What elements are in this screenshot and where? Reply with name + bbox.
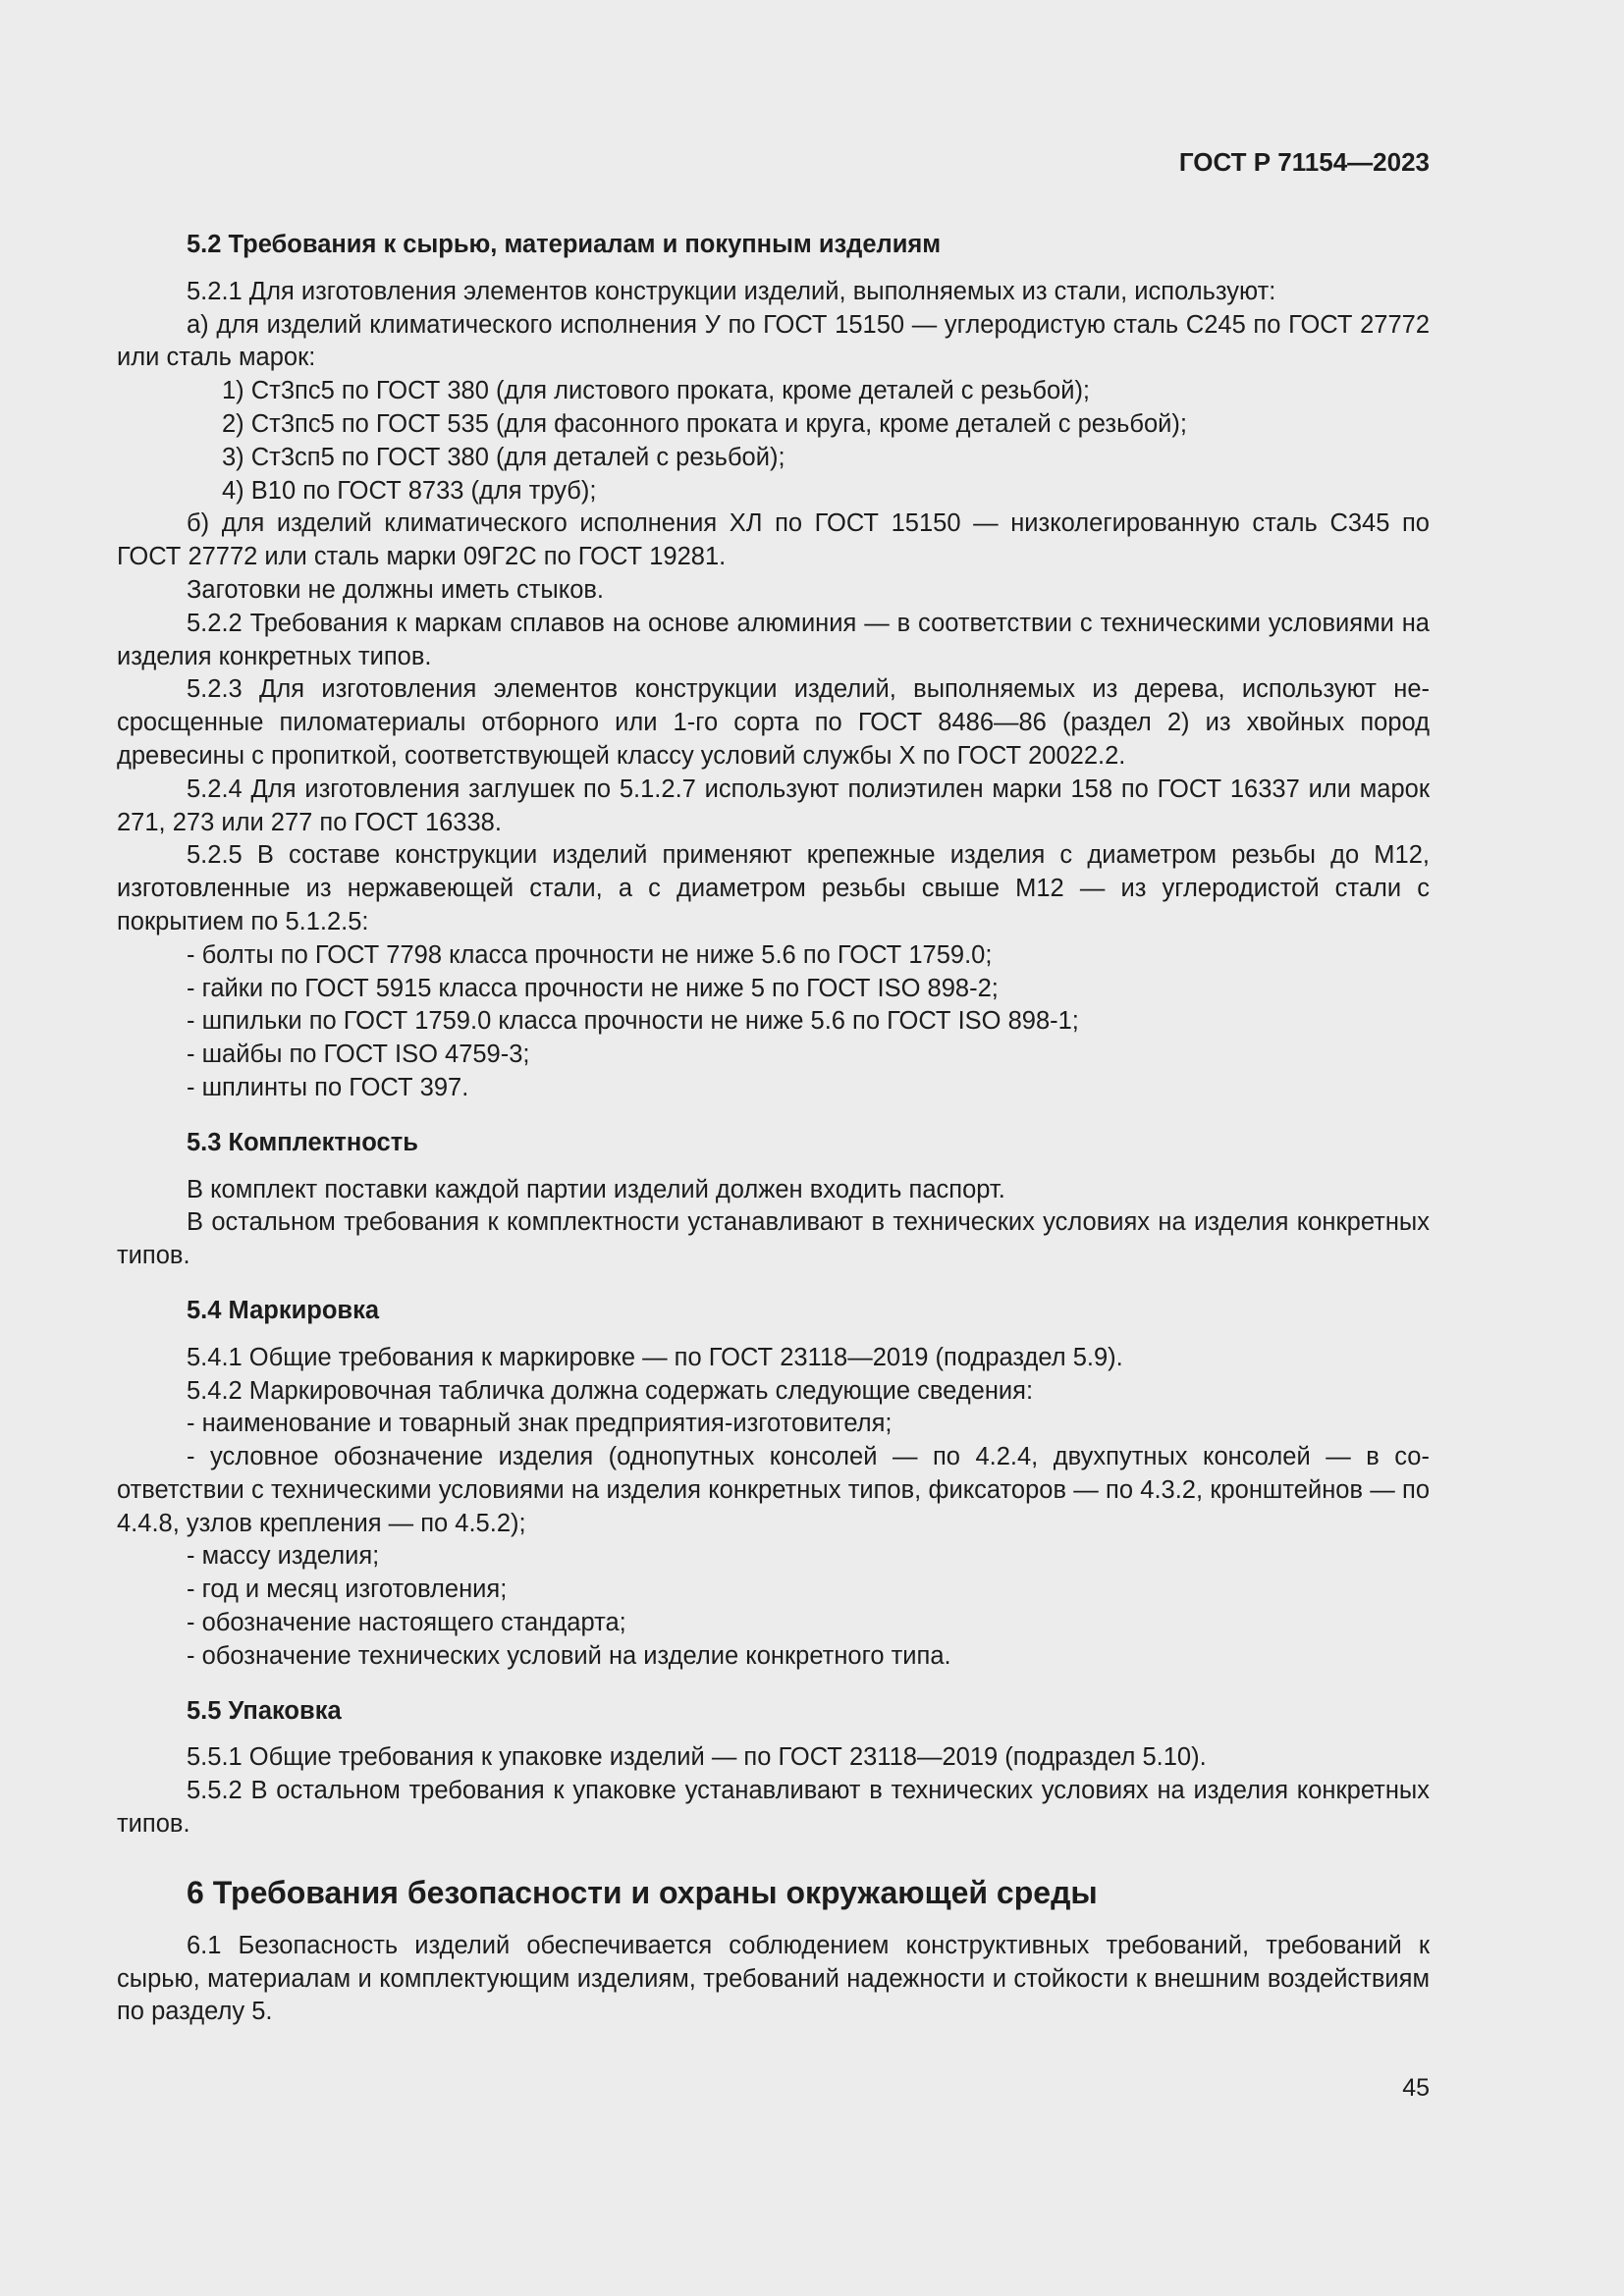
steel-grade-4: 4) В10 по ГОСТ 8733 (для труб); [222,476,597,505]
section-heading-5-2: 5.2 Требования к сырью, материалам и покупным изделиям [187,231,942,258]
fastener-item: - шпильки по ГОСТ 1759.0 класса прочности не ниже 5.6 по ГОСТ ISO 898-1; [187,1007,1079,1036]
clause-item-a: а) для изделий климатического исполнения У по ГОСТ 15150 — углеродистую сталь С245 по ГОСТ 27772 или сталь марок: [117,310,1430,372]
marking-item: - обозначение настоящего стандарта; [187,1609,626,1637]
page-body [117,221,1430,2029]
completeness-p2: В остальном требования к комплектности устанавливают в технических условиях на изделия конкретных типов. [117,1208,1430,1270]
clause-5-2-5: 5.2.5 В составе конструкции изделий применяют крепежные изделия с диаметром резьбы до М12, изготовленные из нержавеющей стали, а с диаметром резьбы свыше М12 — из углеродистой стали с покрытием по 5.1.2.5: [117,841,1430,935]
clause-5-5-1: 5.5.1 Общие требования к упаковке изделий — по ГОСТ 23118—2019 (подраздел 5.10). [187,1743,1207,1772]
completeness-p1: В комплект поставки каждой партии изделий должен входить паспорт. [187,1175,1005,1203]
section-heading-5-4: 5.4 Маркировка [187,1296,380,1324]
clause-5-2-1: 5.2.1 Для изготовления элементов конструкции изделий, выполняемых из стали, используют: [187,277,1276,305]
fastener-item: - шплинты по ГОСТ 397. [187,1073,469,1101]
clause-5-2-3: 5.2.3 Для изготовления элементов конструкции изделий, выполняемых из дерева, используют несросщенные пиломатериалы отборного или 1-го сорта по ГОСТ 8486—86 (раздел 2) из хвойных пород древесины с пропиткой, соответствующей классу условий службы X по ГОСТ 20022.2. [117,675,1430,770]
marking-item: - наименование и товарный знак предприятия-изготовителя; [187,1410,893,1438]
marking-item: - массу изделия; [187,1542,380,1571]
blanks-note: Заготовки не должны иметь стыков. [187,575,605,604]
fastener-item: - гайки по ГОСТ 5915 класса прочности не ниже 5 по ГОСТ ISO 898-2; [187,974,999,1002]
steel-grade-3: 3) Ст3сп5 по ГОСТ 380 (для деталей с резьбой); [222,443,785,471]
clause-5-4-2: 5.4.2 Маркировочная табличка должна содержать следующие сведения: [187,1376,1034,1405]
clause-5-2-2: 5.2.2 Требования к маркам сплавов на основе алюминия — в соответствии с техническими условиями на изделия конкретных типов. [117,609,1430,670]
section-heading-5-5: 5.5 Упаковка [187,1696,342,1725]
steel-grade-2: 2) Ст3пс5 по ГОСТ 535 (для фасонного проката и круга, кроме деталей с резьбой); [222,409,1187,438]
marking-item: - обозначение технических условий на изделие конкретного типа. [187,1641,951,1670]
clause-6-1: 6.1 Безопасность изделий обеспечивается соблюдением конструктивных требований, требований к сырью, материалам и комплектующим изделиям, требований надежности и стойкости к внешним воздействиям по разделу 5. [117,1931,1430,2026]
document-id: ГОСТ Р 71154—2023 [1178,147,1430,177]
steel-grade-1: 1) Ст3пс5 по ГОСТ 380 (для листового проката, кроме деталей с резьбой); [222,377,1091,405]
marking-item: - условное обозначение изделия (однопутных консолей — по 4.2.4, двухпутных консолей — в соответствии с техническими условиями на изделия конкретных типов, фиксаторов — по 4.3.2, кронштейнов — по 4.4.8, узлов крепления — по 4.5.2); [117,1443,1430,1537]
clause-5-4-1: 5.4.1 Общие требования к маркировке — по ГОСТ 23118—2019 (подраздел 5.9). [187,1343,1123,1371]
fastener-item: - шайбы по ГОСТ ISO 4759-3; [187,1041,530,1069]
marking-item: - год и месяц изготовления; [187,1575,508,1604]
clause-5-5-2: 5.5.2 В остальном требования к упаковке устанавливают в технических условиях на изделия конкретных типов. [117,1777,1430,1839]
clause-item-b: б) для изделий климатического исполнения ХЛ по ГОСТ 15150 — низколегированную сталь С345 по ГОСТ 27772 или сталь марки 09Г2С по ГОСТ 19281. [117,509,1430,571]
clause-5-2-4: 5.2.4 Для изготовления заглушек по 5.1.2.7 используют полиэтилен марки 158 по ГОСТ 16337 или марок 271, 273 или 277 по ГОСТ 16338. [117,774,1430,836]
section-heading-6: 6 Требования безопасности и охраны окружающей среды [187,1874,1098,1910]
section-heading-5-3: 5.3 Комплектность [187,1128,418,1156]
fastener-item: - болты по ГОСТ 7798 класса прочности не ниже 5.6 по ГОСТ 1759.0; [187,940,993,969]
page-number: 45 [1402,2074,1430,2102]
